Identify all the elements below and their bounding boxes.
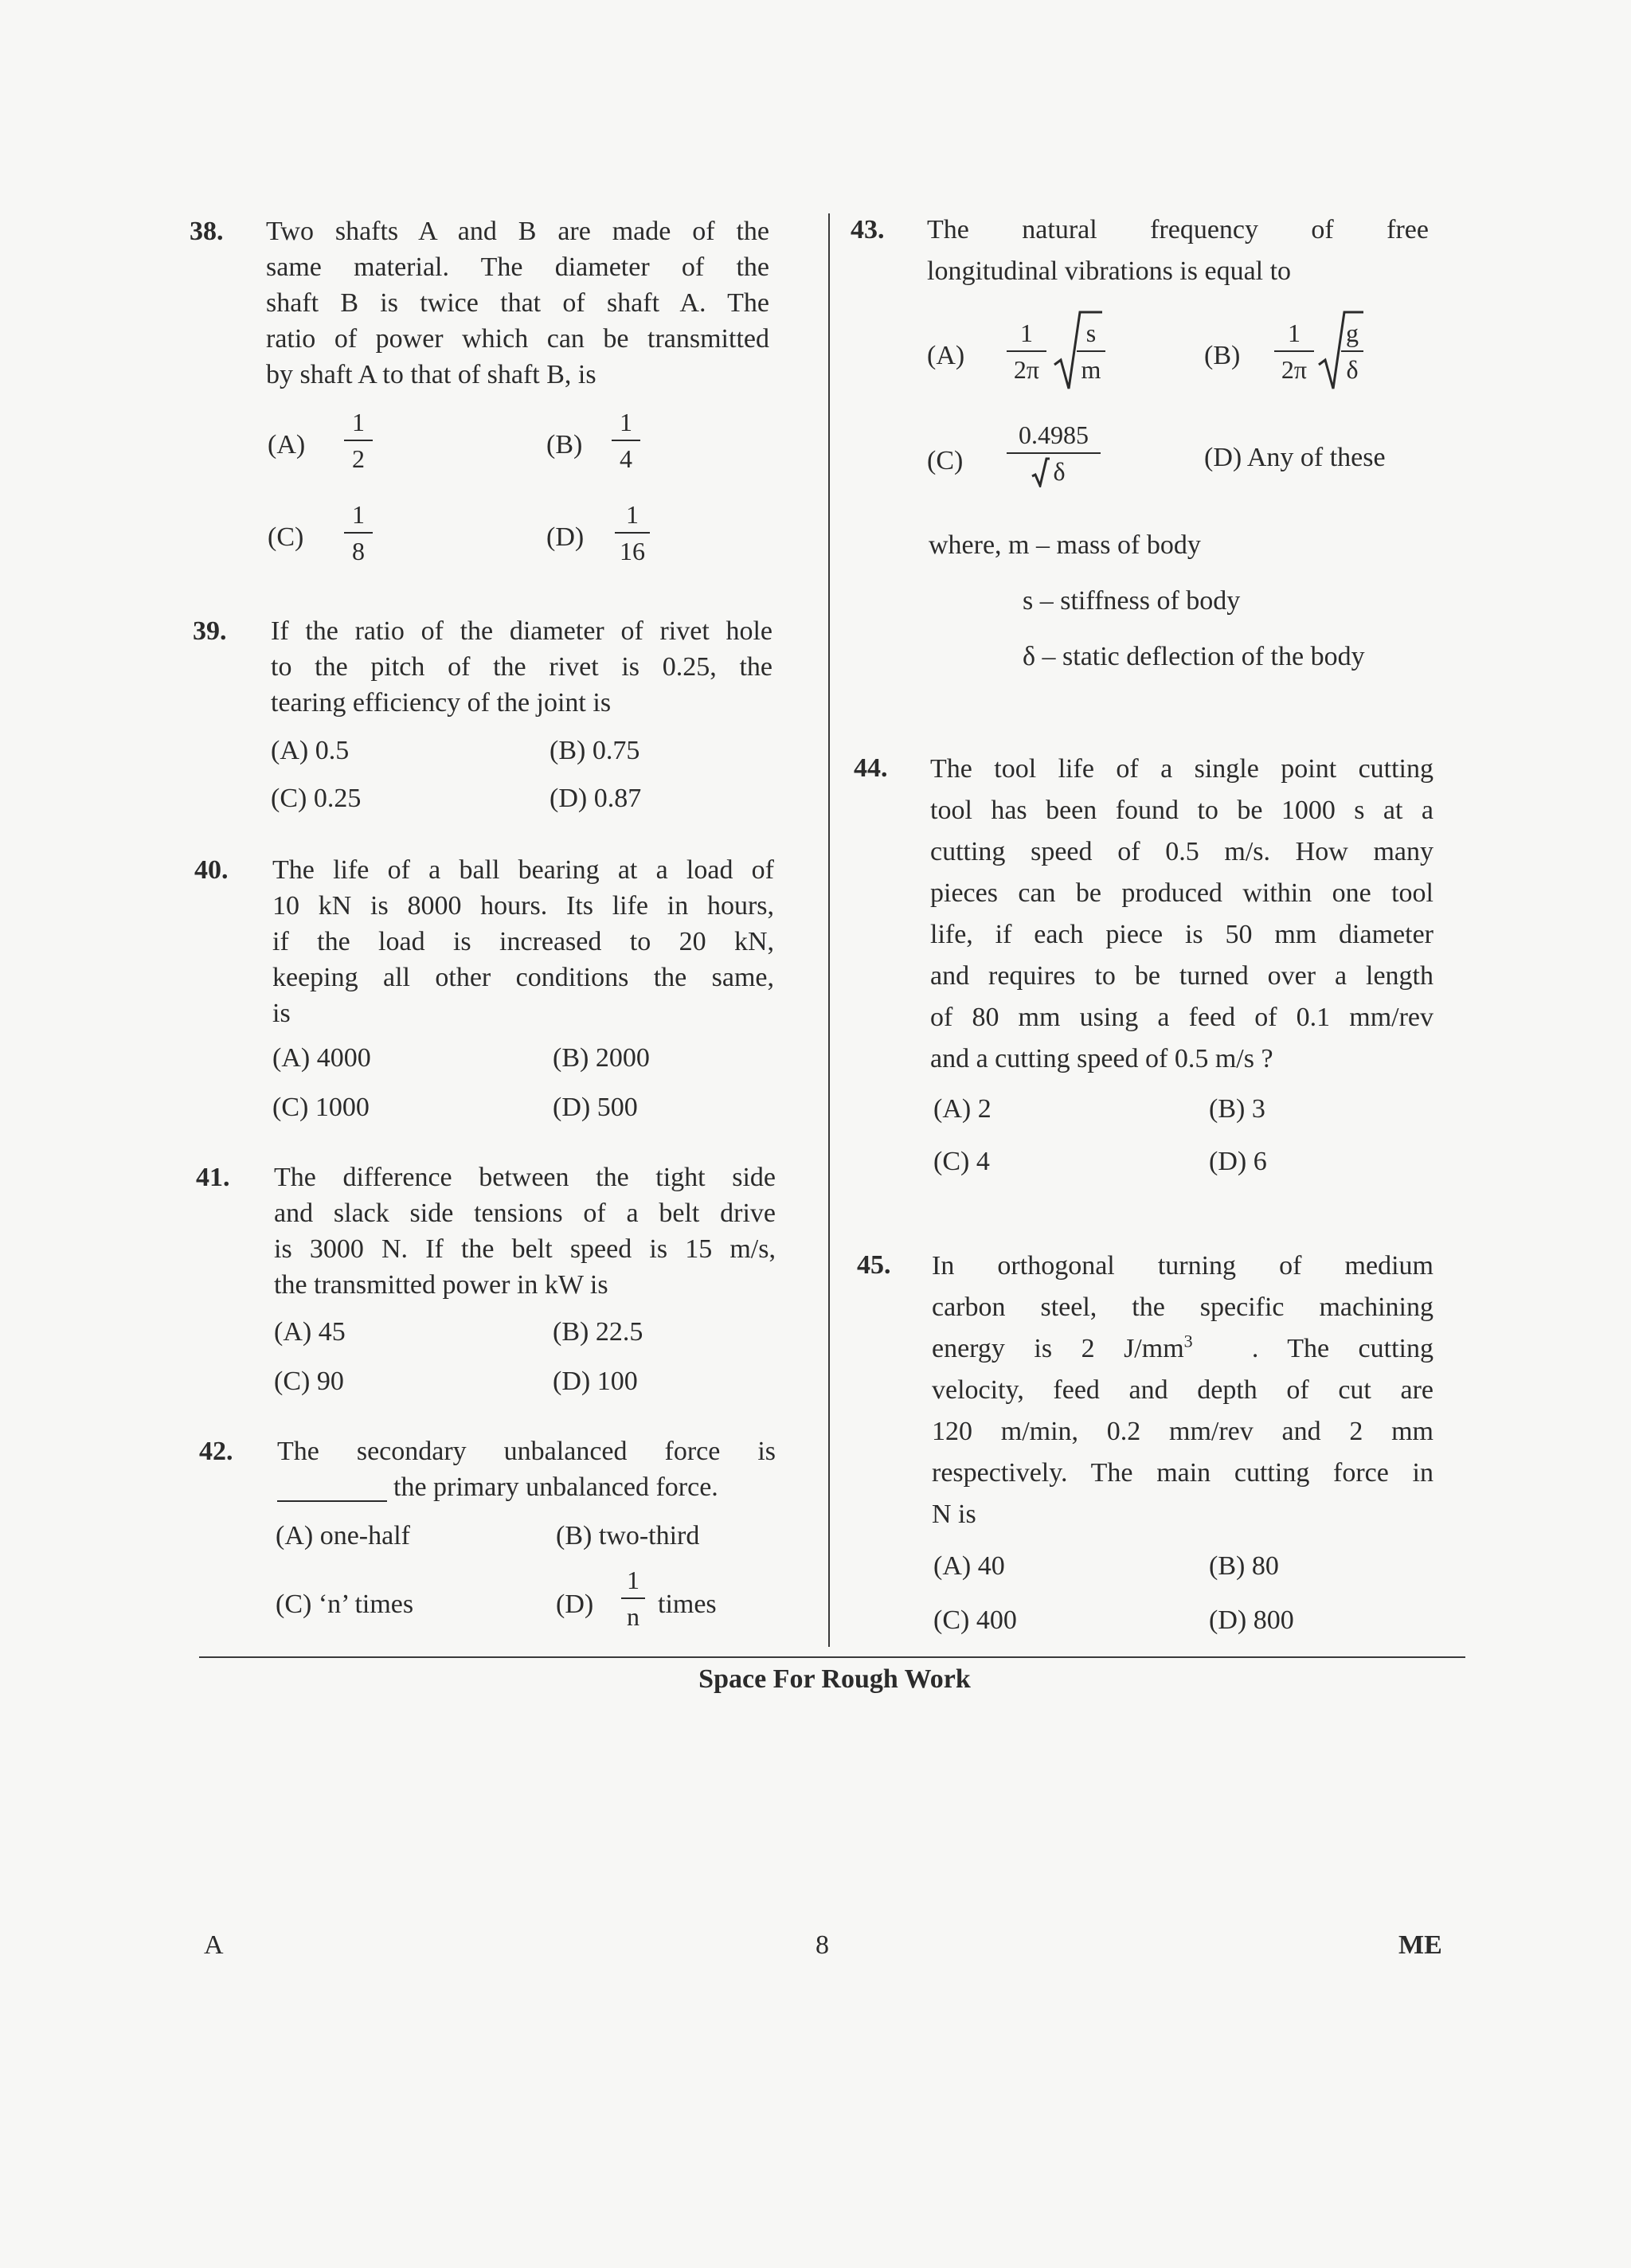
q42-option-b: (B) two-third xyxy=(556,1521,700,1550)
q44-text xyxy=(930,749,1433,1080)
q38-option-c-fraction xyxy=(344,500,373,565)
q43-line-2: longitudinal vibrations is equal to xyxy=(927,256,1292,286)
q39-line: tearing efficiency of the joint is xyxy=(271,688,612,718)
denominator: 2π xyxy=(1281,355,1308,384)
q44-line: and a cutting speed of 0.5 m/s ? xyxy=(930,1044,1273,1073)
denominator: δ xyxy=(1346,355,1359,384)
q40-line: keeping all other conditions the same, xyxy=(272,963,774,992)
footer-subject-code: ME xyxy=(1398,1930,1442,1960)
q38-line: Two shafts A and B are made of the xyxy=(266,217,769,246)
q44-option-b: (B) 3 xyxy=(1209,1094,1265,1124)
q41-line: and slack side tensions of a belt drive xyxy=(274,1199,776,1228)
q43-option-a-radicand xyxy=(1077,319,1105,384)
q38-line: same material. The diameter of the xyxy=(266,252,769,282)
q43-option-b-label: (B) xyxy=(1204,341,1241,370)
q39-number: 39. xyxy=(193,616,227,646)
footer-set-code: A xyxy=(204,1930,224,1960)
q45-line: N is xyxy=(932,1500,976,1529)
q39-text xyxy=(271,613,772,721)
rough-work-heading: Space For Rough Work xyxy=(698,1664,971,1694)
q43-where-m: where, m – mass of body xyxy=(929,530,1201,560)
q45-superscript: 3 xyxy=(1183,1331,1193,1351)
q38-text xyxy=(266,213,769,393)
q42-line-2: the primary unbalanced force. xyxy=(393,1472,718,1502)
q39-option-b: (B) 0.75 xyxy=(550,736,640,765)
q40-line: is xyxy=(272,999,291,1028)
q41-option-b: (B) 22.5 xyxy=(553,1317,643,1347)
q43-number: 43. xyxy=(851,215,885,244)
q38-line: ratio of power which can be transmitted xyxy=(266,324,769,354)
q44-line: The tool life of a single point cutting xyxy=(930,754,1433,784)
q45-line: velocity, feed and depth of cut are xyxy=(932,1375,1433,1405)
q41-line: is 3000 N. If the belt speed is 15 m/s, xyxy=(274,1234,776,1264)
q45-line: carbon steel, the specific machining xyxy=(932,1292,1433,1322)
q45-text xyxy=(932,1245,1433,1535)
q45-option-b: (B) 80 xyxy=(1209,1551,1279,1581)
q43-where-delta: δ – static deflection of the body xyxy=(1023,642,1365,671)
q41-line: the transmitted power in kW is xyxy=(274,1270,608,1300)
q44-option-a: (A) 2 xyxy=(933,1094,992,1124)
q39-line: to the pitch of the rivet is 0.25, the xyxy=(271,652,772,682)
footer-page-number: 8 xyxy=(816,1930,829,1960)
q43-option-d: (D) Any of these xyxy=(1204,443,1386,472)
column-divider xyxy=(828,213,830,1647)
q43-option-b-radicand xyxy=(1341,319,1363,384)
q42-number: 42. xyxy=(199,1437,233,1466)
q42-line-1: The secondary unbalanced force is xyxy=(277,1437,776,1466)
q45-line: In orthogonal turning of medium xyxy=(932,1251,1433,1281)
q38-option-b-fraction xyxy=(612,408,640,473)
q40-line: if the load is increased to 20 kN, xyxy=(272,927,774,956)
q45-option-d: (D) 800 xyxy=(1209,1605,1294,1635)
q39-option-d: (D) 0.87 xyxy=(550,784,642,813)
bottom-rule xyxy=(199,1656,1465,1658)
q44-line: and requires to be turned over a length xyxy=(930,961,1433,991)
numerator: 1 xyxy=(1288,319,1300,347)
numerator: 1 xyxy=(627,1566,639,1594)
q44-line: cutting speed of 0.5 m/s. How many xyxy=(930,837,1433,866)
q42-blank xyxy=(277,1500,387,1502)
q43-option-c-radicand: δ xyxy=(1053,457,1066,486)
q43-option-c-label: (C) xyxy=(927,446,964,475)
q41-option-c: (C) 90 xyxy=(274,1367,344,1396)
q41-number: 41. xyxy=(196,1163,230,1192)
q45-option-a: (A) 40 xyxy=(933,1551,1005,1581)
q40-number: 40. xyxy=(194,855,229,885)
denominator: 2π xyxy=(1013,355,1040,384)
q45-line xyxy=(932,1328,1433,1370)
q42-option-a: (A) one-half xyxy=(276,1521,410,1550)
q43-option-c-sqrt xyxy=(1031,457,1050,487)
q38-line: shaft B is twice that of shaft A. The xyxy=(266,288,769,318)
denominator: 2 xyxy=(352,444,365,473)
numerator: 1 xyxy=(352,500,365,529)
q43-option-b-fraction xyxy=(1274,319,1314,384)
q43-line-1: The natural frequency of free xyxy=(927,215,1429,244)
q43-option-a-label: (A) xyxy=(927,341,965,370)
q40-text xyxy=(272,852,774,1031)
q38-option-d-label: (D) xyxy=(546,522,585,552)
q42-option-d-fraction xyxy=(621,1566,645,1631)
q38-line: by shaft A to that of shaft B, is xyxy=(266,360,596,389)
denominator: 8 xyxy=(352,537,365,565)
q38-number: 38. xyxy=(190,217,224,246)
q44-line: of 80 mm using a feed of 0.1 mm/rev xyxy=(930,1003,1433,1032)
q39-option-a: (A) 0.5 xyxy=(271,736,350,765)
numerator: 0.4985 xyxy=(1019,420,1089,449)
denominator: n xyxy=(627,1602,639,1631)
q39-line: If the ratio of the diameter of rivet hole xyxy=(271,616,772,646)
q43-option-c-fraction xyxy=(1007,420,1101,486)
numerator: 1 xyxy=(352,408,365,436)
q45-option-c: (C) 400 xyxy=(933,1605,1017,1635)
q38-option-a-fraction xyxy=(344,408,373,473)
q44-line: tool has been found to be 1000 s at a xyxy=(930,796,1433,825)
q40-line: The life of a ball bearing at a load of xyxy=(272,855,774,885)
q45-energy-text: energy is 2 J/mm xyxy=(932,1334,1184,1363)
denominator xyxy=(1007,457,1101,486)
q44-line: life, if each piece is 50 mm diameter xyxy=(930,920,1433,949)
q40-option-a: (A) 4000 xyxy=(272,1043,371,1073)
q40-option-b: (B) 2000 xyxy=(553,1043,650,1073)
denominator: 4 xyxy=(620,444,632,473)
q40-option-d: (D) 500 xyxy=(553,1093,638,1122)
q41-option-d: (D) 100 xyxy=(553,1367,638,1396)
q45-number: 45. xyxy=(857,1250,891,1280)
q42-option-d-tail: times xyxy=(658,1590,717,1619)
q44-line: pieces can be produced within one tool xyxy=(930,878,1433,908)
q43-where-s: s – stiffness of body xyxy=(1023,586,1241,616)
q42-option-d-label: (D) xyxy=(556,1590,594,1619)
numerator: 1 xyxy=(626,500,639,529)
q40-line: 10 kN is 8000 hours. Its life in hours, xyxy=(272,891,774,921)
q40-option-c: (C) 1000 xyxy=(272,1093,370,1122)
numerator: 1 xyxy=(1020,319,1033,347)
numerator: 1 xyxy=(620,408,632,436)
q39-option-c: (C) 0.25 xyxy=(271,784,362,813)
q41-option-a: (A) 45 xyxy=(274,1317,346,1347)
numerator: s xyxy=(1085,319,1097,347)
q44-number: 44. xyxy=(854,753,888,783)
numerator: g xyxy=(1346,319,1359,347)
q38-option-d-fraction xyxy=(615,500,650,565)
q44-option-c: (C) 4 xyxy=(933,1147,990,1176)
q45-line-3-start xyxy=(932,1328,1193,1370)
q41-text xyxy=(274,1159,776,1303)
denominator: 16 xyxy=(620,537,645,565)
q38-option-c-label: (C) xyxy=(268,522,304,552)
q44-option-d: (D) 6 xyxy=(1209,1147,1267,1176)
q45-line: respectively. The main cutting force in xyxy=(932,1458,1433,1488)
denominator: m xyxy=(1081,355,1101,384)
q45-line: 120 m/min, 0.2 mm/rev and 2 mm xyxy=(932,1417,1433,1446)
q42-option-c: (C) ‘n’ times xyxy=(276,1590,414,1619)
q38-option-b-label: (B) xyxy=(546,430,583,459)
q43-option-a-fraction xyxy=(1007,319,1046,384)
q38-option-a-label: (A) xyxy=(268,430,306,459)
q41-line: The difference between the tight side xyxy=(274,1163,776,1192)
q45-line-3-end: . The cutting xyxy=(1251,1334,1433,1363)
